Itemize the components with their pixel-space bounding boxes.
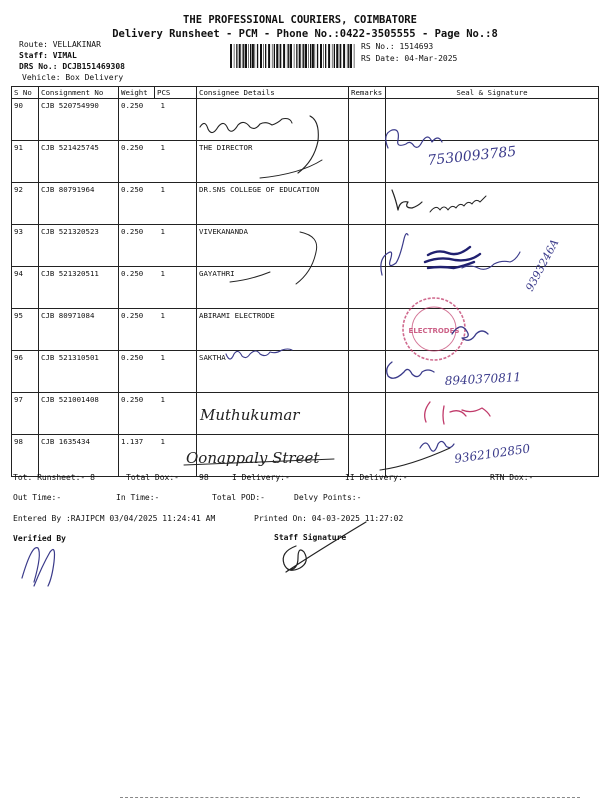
cell-signature: [386, 225, 599, 267]
cell-weight: 0.250: [119, 183, 155, 225]
cell-consignment: CJB 80791964: [39, 183, 119, 225]
table-row: [12, 99, 599, 141]
table-row: [12, 141, 599, 183]
staff-label: Staff: VIMAL: [19, 51, 77, 60]
cell-consignment: CJB 521001408: [39, 393, 119, 435]
stamp-text: ELECTRODES: [408, 327, 460, 335]
printed-on: Printed On: 04-03-2025 11:27:02: [254, 514, 404, 523]
cell-signature: [386, 141, 599, 183]
cell-sno: 95: [12, 309, 39, 351]
cell-consignee: GAYATHRI: [197, 267, 349, 309]
cell-pcs: 1: [155, 183, 197, 225]
table-row: [12, 435, 599, 477]
col-consignment: Consignment No: [39, 87, 119, 99]
cell-sno: 92: [12, 183, 39, 225]
barcode: [230, 44, 356, 68]
cell-signature: [386, 267, 599, 309]
cell-consignee: [197, 99, 349, 141]
table-row: [12, 267, 599, 309]
cell-consignee: SAKTHA: [197, 351, 349, 393]
cell-weight: 1.137: [119, 435, 155, 477]
cell-consignment: CJB 521320523: [39, 225, 119, 267]
cell-consignee: DR.SNS COLLEGE OF EDUCATION: [197, 183, 349, 225]
cell-remarks: [349, 267, 386, 309]
cell-pcs: 1: [155, 267, 197, 309]
cell-signature: [386, 435, 599, 477]
bottom-divider: [120, 797, 580, 798]
verified-by-label: Verified By: [13, 534, 66, 543]
delvy-points: Delvy Points:-: [294, 493, 362, 502]
route-label: Route: VELLAKINAR: [19, 40, 101, 49]
cell-consignment: CJB 521320511: [39, 267, 119, 309]
table-header-row: [12, 87, 599, 99]
cell-sno: 93: [12, 225, 39, 267]
in-time: In Time:-: [116, 493, 160, 502]
cell-weight: 0.250: [119, 267, 155, 309]
phone-91: 7530093785: [426, 143, 518, 169]
table-row: [12, 309, 599, 351]
entered-by: Entered By :RAJIPCM 03/04/2025 11:24:41 AM: [13, 514, 216, 523]
staff-signature: [283, 522, 366, 572]
cell-signature: [386, 351, 599, 393]
total-dox-value: 98: [199, 473, 209, 482]
cell-consignee: VIVEKANANDA: [197, 225, 349, 267]
cell-weight: 0.250: [119, 351, 155, 393]
cell-consignment: CJB 1635434: [39, 435, 119, 477]
cell-weight: 0.250: [119, 309, 155, 351]
out-time: Out Time:-: [13, 493, 62, 502]
cell-pcs: 1: [155, 309, 197, 351]
cell-sno: 94: [12, 267, 39, 309]
cell-remarks: [349, 141, 386, 183]
cell-weight: 0.250: [119, 99, 155, 141]
vehicle-label: Vehicle: Box Delivery: [22, 73, 124, 82]
cell-consignment: CJB 521425745: [39, 141, 119, 183]
cell-pcs: 1: [155, 393, 197, 435]
i-delivery: I Delivery:-: [232, 473, 290, 482]
rs-date: RS Date: 04-Mar-2025: [361, 54, 458, 63]
cell-pcs: 1: [155, 141, 197, 183]
cell-sno: 90: [12, 99, 39, 141]
cell-consignee: [197, 435, 349, 477]
cell-pcs: 1: [155, 99, 197, 141]
cell-weight: 0.250: [119, 393, 155, 435]
col-sno: S No: [12, 87, 39, 99]
cell-signature: [386, 183, 599, 225]
cell-signature: [386, 309, 599, 351]
cell-weight: 0.250: [119, 225, 155, 267]
cell-remarks: [349, 309, 386, 351]
total-dox-label: Total Dox:-: [126, 473, 179, 482]
cell-pcs: 1: [155, 351, 197, 393]
cell-sno: 97: [12, 393, 39, 435]
cell-pcs: 1: [155, 225, 197, 267]
cell-consignee: [197, 393, 349, 435]
cell-remarks: [349, 435, 386, 477]
verified-signature: [22, 548, 55, 586]
total-runsheet: Tot. Runsheet:- 8: [13, 473, 95, 482]
cell-sno: 96: [12, 351, 39, 393]
cell-remarks: [349, 351, 386, 393]
table-row: [12, 351, 599, 393]
phone-94: 9393246A: [523, 237, 562, 294]
cell-sno: 98: [12, 435, 39, 477]
cell-signature: [386, 99, 599, 141]
cell-consignment: CJB 520754990: [39, 99, 119, 141]
cell-pcs: 1: [155, 435, 197, 477]
rtn-dox: RTN Dox:-: [490, 473, 534, 482]
handwritten-street-98: Oonappaly Street: [186, 449, 320, 467]
col-remarks: Remarks: [349, 87, 386, 99]
runsheet-subtitle: Delivery Runsheet - PCM - Phone No.:0422-3505555 - Page No.:8: [112, 28, 498, 40]
cell-weight: 0.250: [119, 141, 155, 183]
cell-remarks: [349, 99, 386, 141]
rs-number: RS No.: 1514693: [361, 42, 434, 51]
phone-96: 8940370811: [444, 370, 522, 388]
cell-consignment: CJB 80971084: [39, 309, 119, 351]
cell-consignee: THE DIRECTOR: [197, 141, 349, 183]
table-row: [12, 183, 599, 225]
total-pod: Total POD:-: [212, 493, 265, 502]
runsheet-table: [11, 86, 599, 477]
company-title: THE PROFESSIONAL COURIERS, COIMBATORE: [183, 14, 417, 26]
ii-delivery: II Delivery:-: [345, 473, 408, 482]
cell-consignment: CJB 521310501: [39, 351, 119, 393]
handwritten-name-97: Muthukumar: [200, 406, 300, 424]
cell-signature: [386, 393, 599, 435]
table-row: [12, 225, 599, 267]
col-pcs: PCS: [155, 87, 197, 99]
phone-98: 9362102850: [453, 441, 532, 466]
cell-consignee: ABIRAMI ELECTRODE: [197, 309, 349, 351]
col-seal-signature: Seal & Signature: [386, 87, 599, 99]
cell-remarks: [349, 183, 386, 225]
cell-remarks: [349, 393, 386, 435]
cell-remarks: [349, 225, 386, 267]
col-consignee: Consignee Details: [197, 87, 349, 99]
table-row: [12, 393, 599, 435]
staff-signature-label: Staff Signature: [274, 533, 347, 542]
col-weight: Weight: [119, 87, 155, 99]
cell-sno: 91: [12, 141, 39, 183]
drs-number: DRS No.: DCJB151469308: [19, 62, 125, 71]
